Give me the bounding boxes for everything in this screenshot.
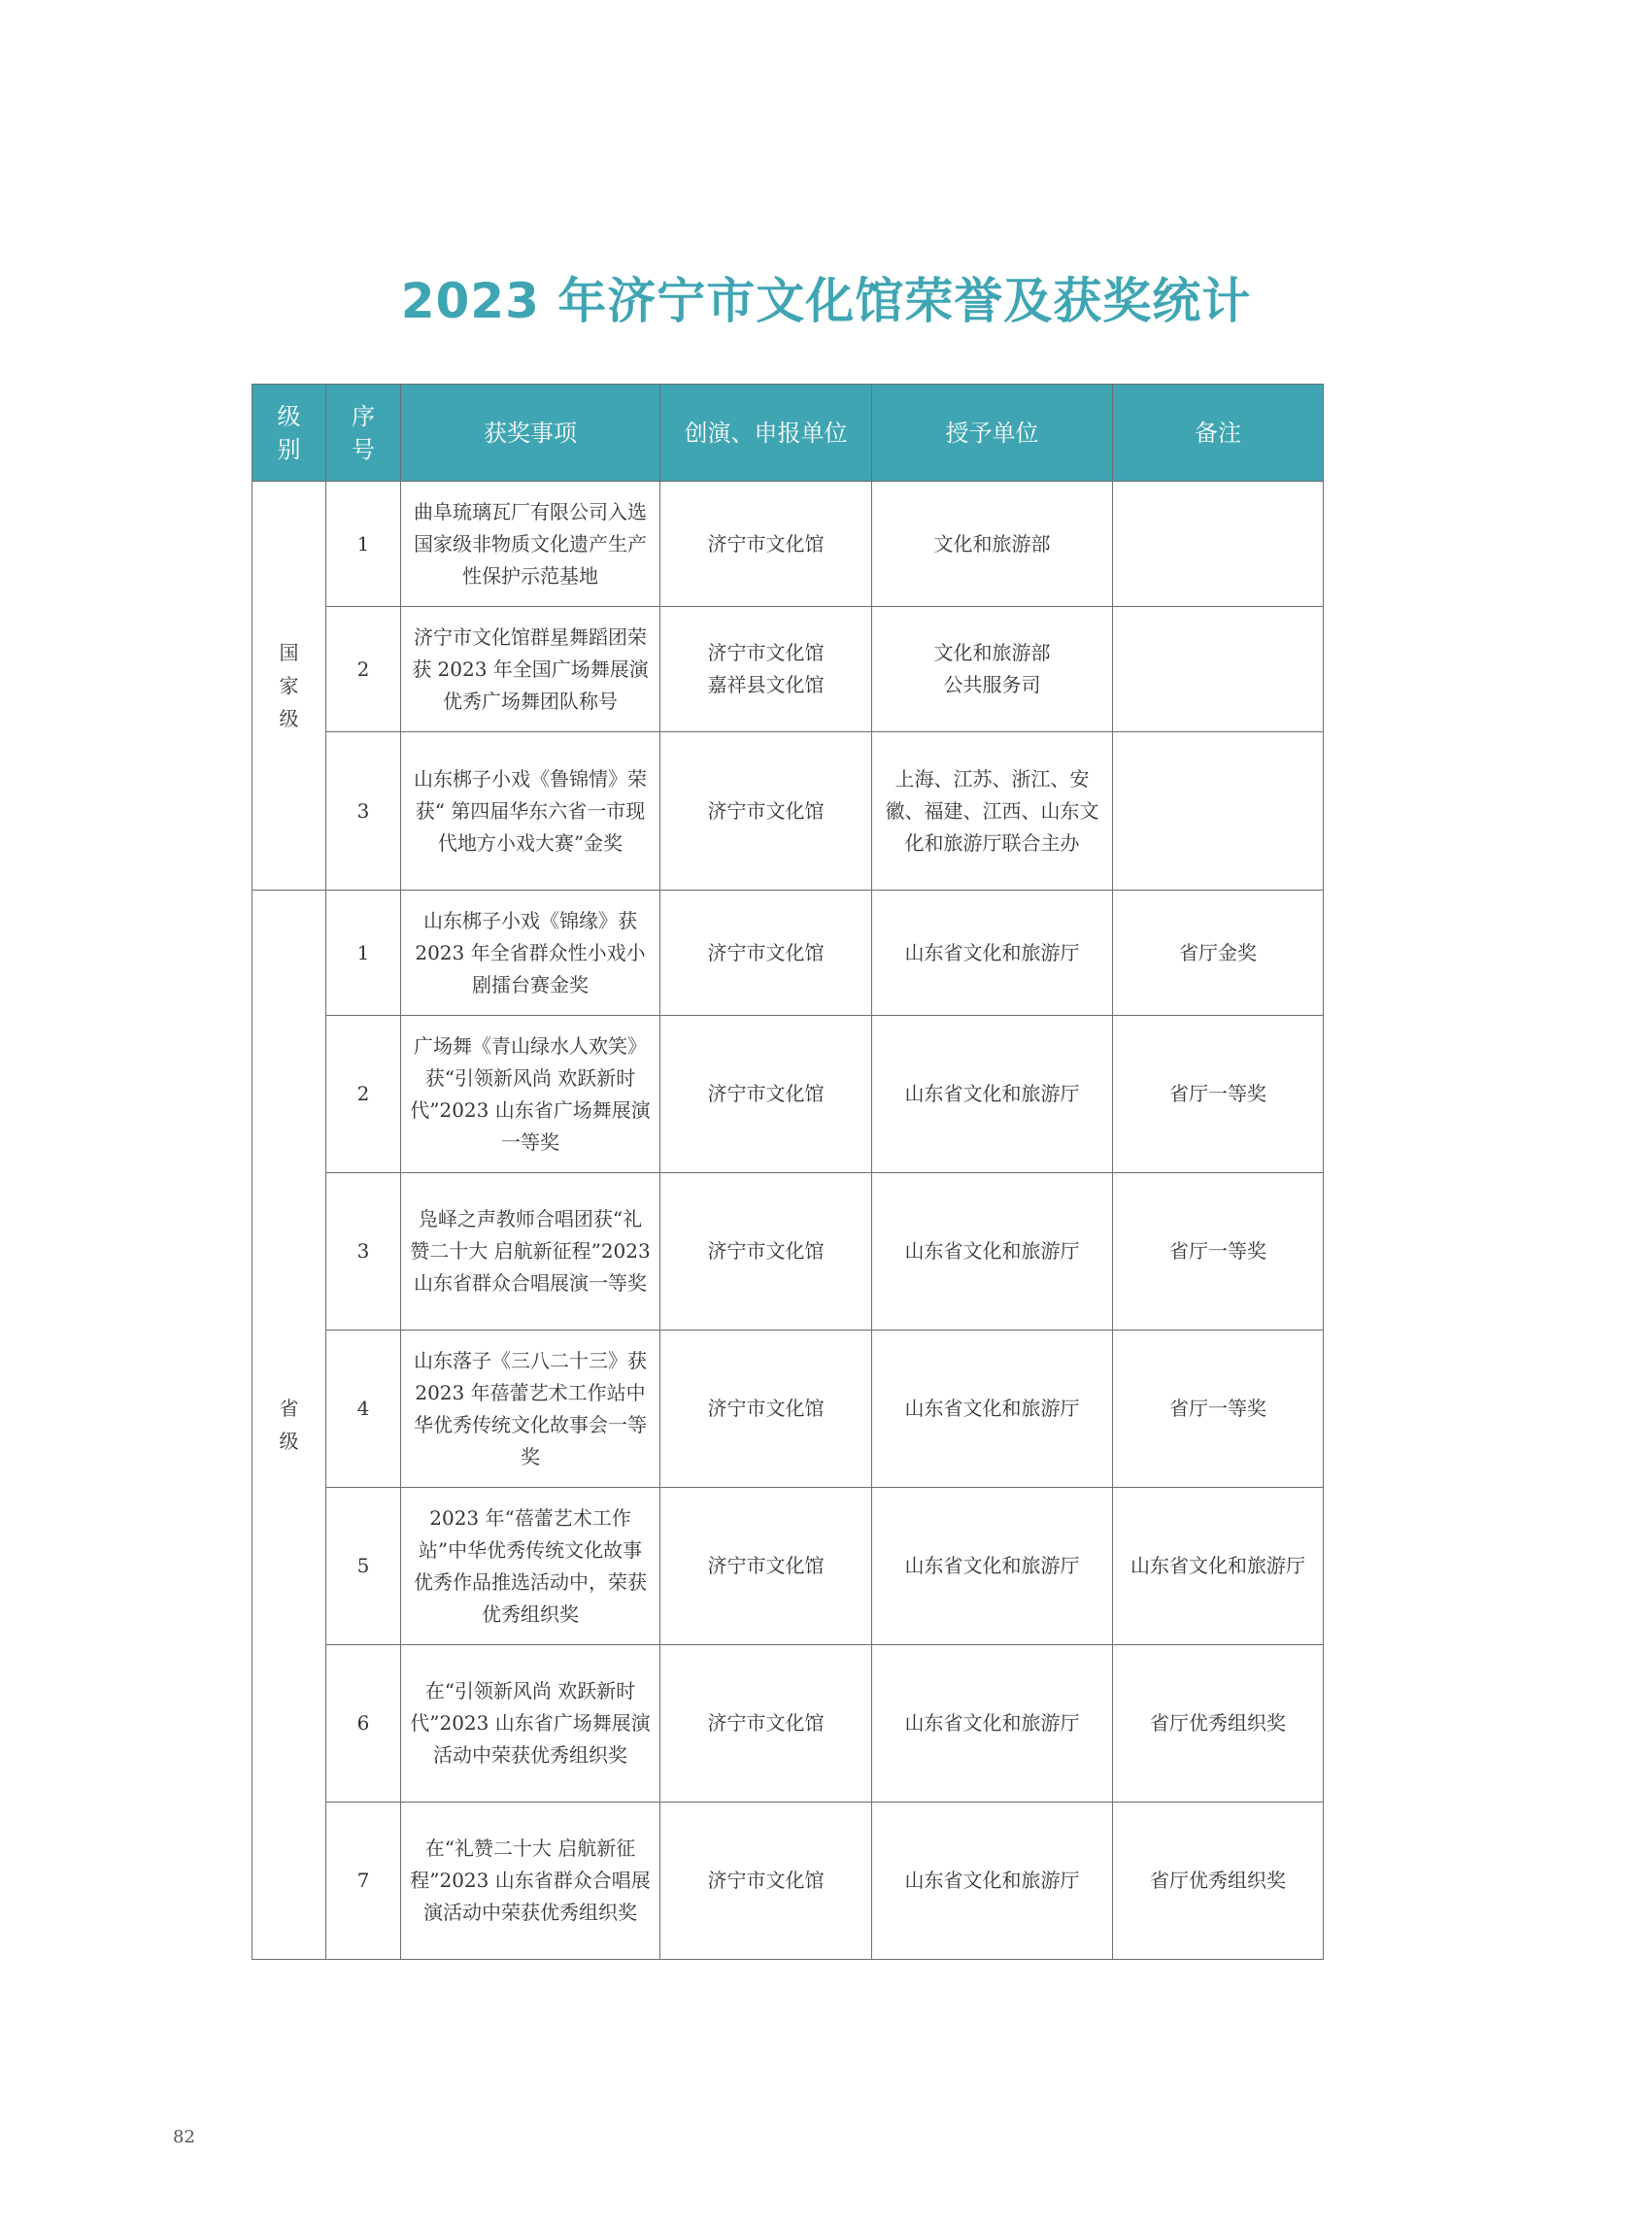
- seq-cell: 1: [326, 891, 401, 1016]
- grantor-cell: 山东省文化和旅游厅: [872, 1488, 1113, 1645]
- table-header-row: [253, 385, 1324, 482]
- table-row: [253, 1173, 1324, 1331]
- unit-cell: 济宁市文化馆 嘉祥县文化馆: [660, 607, 872, 732]
- table-row: [253, 1016, 1324, 1173]
- item-cell: 曲阜琉璃瓦厂有限公司入选国家级非物质文化遗产生产性保护示范基地: [401, 482, 660, 607]
- grantor-cell: 上海、江苏、浙江、安徽、福建、江西、山东文化和旅游厅联合主办: [872, 732, 1113, 891]
- note-cell: [1113, 482, 1324, 607]
- page-number: 82: [173, 2127, 195, 2147]
- unit-cell: 济宁市文化馆: [660, 1331, 872, 1488]
- note-cell: 省厅一等奖: [1113, 1173, 1324, 1331]
- grantor-cell: 山东省文化和旅游厅: [872, 1803, 1113, 1960]
- item-cell: 凫峄之声教师合唱团获“礼赞二十大 启航新征程”2023 山东省群众合唱展演一等奖: [401, 1173, 660, 1331]
- page-title: 2023 年济宁市文化馆荣誉及获奖统计: [400, 273, 1252, 329]
- table-row: [253, 1645, 1324, 1803]
- seq-cell: 6: [326, 1645, 401, 1803]
- table-row: [253, 1803, 1324, 1960]
- note-cell: 省厅优秀组织奖: [1113, 1645, 1324, 1803]
- seq-cell: 5: [326, 1488, 401, 1645]
- grantor-cell: 山东省文化和旅游厅: [872, 1173, 1113, 1331]
- note-cell: 省厅优秀组织奖: [1113, 1803, 1324, 1960]
- unit-cell: 济宁市文化馆: [660, 1803, 872, 1960]
- note-cell: 山东省文化和旅游厅: [1113, 1488, 1324, 1645]
- unit-cell: 济宁市文化馆: [660, 1173, 872, 1331]
- grantor-cell: 山东省文化和旅游厅: [872, 1016, 1113, 1173]
- item-cell: 2023 年“蓓蕾艺术工作站”中华优秀传统文化故事优秀作品推选活动中，荣获优秀组织奖: [401, 1488, 660, 1645]
- unit-cell: 济宁市文化馆: [660, 1488, 872, 1645]
- header-level: 级别: [253, 385, 326, 482]
- header-note: 备注: [1113, 385, 1324, 482]
- header-unit: 创演、申报单位: [660, 385, 872, 482]
- note-cell: 省厅金奖: [1113, 891, 1324, 1016]
- seq-cell: 7: [326, 1803, 401, 1960]
- level-cell-provincial: 省级: [253, 891, 326, 1960]
- item-cell: 在“礼赞二十大 启航新征程”2023 山东省群众合唱展演活动中荣获优秀组织奖: [401, 1803, 660, 1960]
- grantor-cell: 文化和旅游部 公共服务司: [872, 607, 1113, 732]
- table-row: [253, 891, 1324, 1016]
- seq-cell: 1: [326, 482, 401, 607]
- unit-cell: 济宁市文化馆: [660, 891, 872, 1016]
- item-cell: 在“引领新风尚 欢跃新时代”2023 山东省广场舞展演活动中荣获优秀组织奖: [401, 1645, 660, 1803]
- note-cell: 省厅一等奖: [1113, 1016, 1324, 1173]
- header-seq: 序号: [326, 385, 401, 482]
- awards-table: [252, 384, 1324, 1960]
- header-grantor: 授予单位: [872, 385, 1113, 482]
- unit-cell: 济宁市文化馆: [660, 1016, 872, 1173]
- table-row: [253, 1488, 1324, 1645]
- table-row: [253, 607, 1324, 732]
- table-row: [253, 732, 1324, 891]
- unit-cell: 济宁市文化馆: [660, 482, 872, 607]
- grantor-cell: 山东省文化和旅游厅: [872, 1645, 1113, 1803]
- table-row: [253, 1331, 1324, 1488]
- seq-cell: 3: [326, 1173, 401, 1331]
- seq-cell: 2: [326, 607, 401, 732]
- item-cell: 济宁市文化馆群星舞蹈团荣获 2023 年全国广场舞展演优秀广场舞团队称号: [401, 607, 660, 732]
- seq-cell: 2: [326, 1016, 401, 1173]
- note-cell: [1113, 732, 1324, 891]
- header-item: 获奖事项: [401, 385, 660, 482]
- item-cell: 山东落子《三八二十三》获 2023 年蓓蕾艺术工作站中华优秀传统文化故事会一等奖: [401, 1331, 660, 1488]
- seq-cell: 4: [326, 1331, 401, 1488]
- seq-cell: 3: [326, 732, 401, 891]
- unit-cell: 济宁市文化馆: [660, 1645, 872, 1803]
- level-cell-national: 国家级: [253, 482, 326, 891]
- unit-cell: 济宁市文化馆: [660, 732, 872, 891]
- grantor-cell: 山东省文化和旅游厅: [872, 1331, 1113, 1488]
- item-cell: 广场舞《青山绿水人欢笑》获“引领新风尚 欢跃新时代”2023 山东省广场舞展演一等奖: [401, 1016, 660, 1173]
- item-cell: 山东梆子小戏《鲁锦情》荣获“ 第四届华东六省一市现代地方小戏大赛”金奖: [401, 732, 660, 891]
- note-cell: [1113, 607, 1324, 732]
- item-cell: 山东梆子小戏《锦缘》获 2023 年全省群众性小戏小剧擂台赛金奖: [401, 891, 660, 1016]
- grantor-cell: 山东省文化和旅游厅: [872, 891, 1113, 1016]
- note-cell: 省厅一等奖: [1113, 1331, 1324, 1488]
- table-row: [253, 482, 1324, 607]
- grantor-cell: 文化和旅游部: [872, 482, 1113, 607]
